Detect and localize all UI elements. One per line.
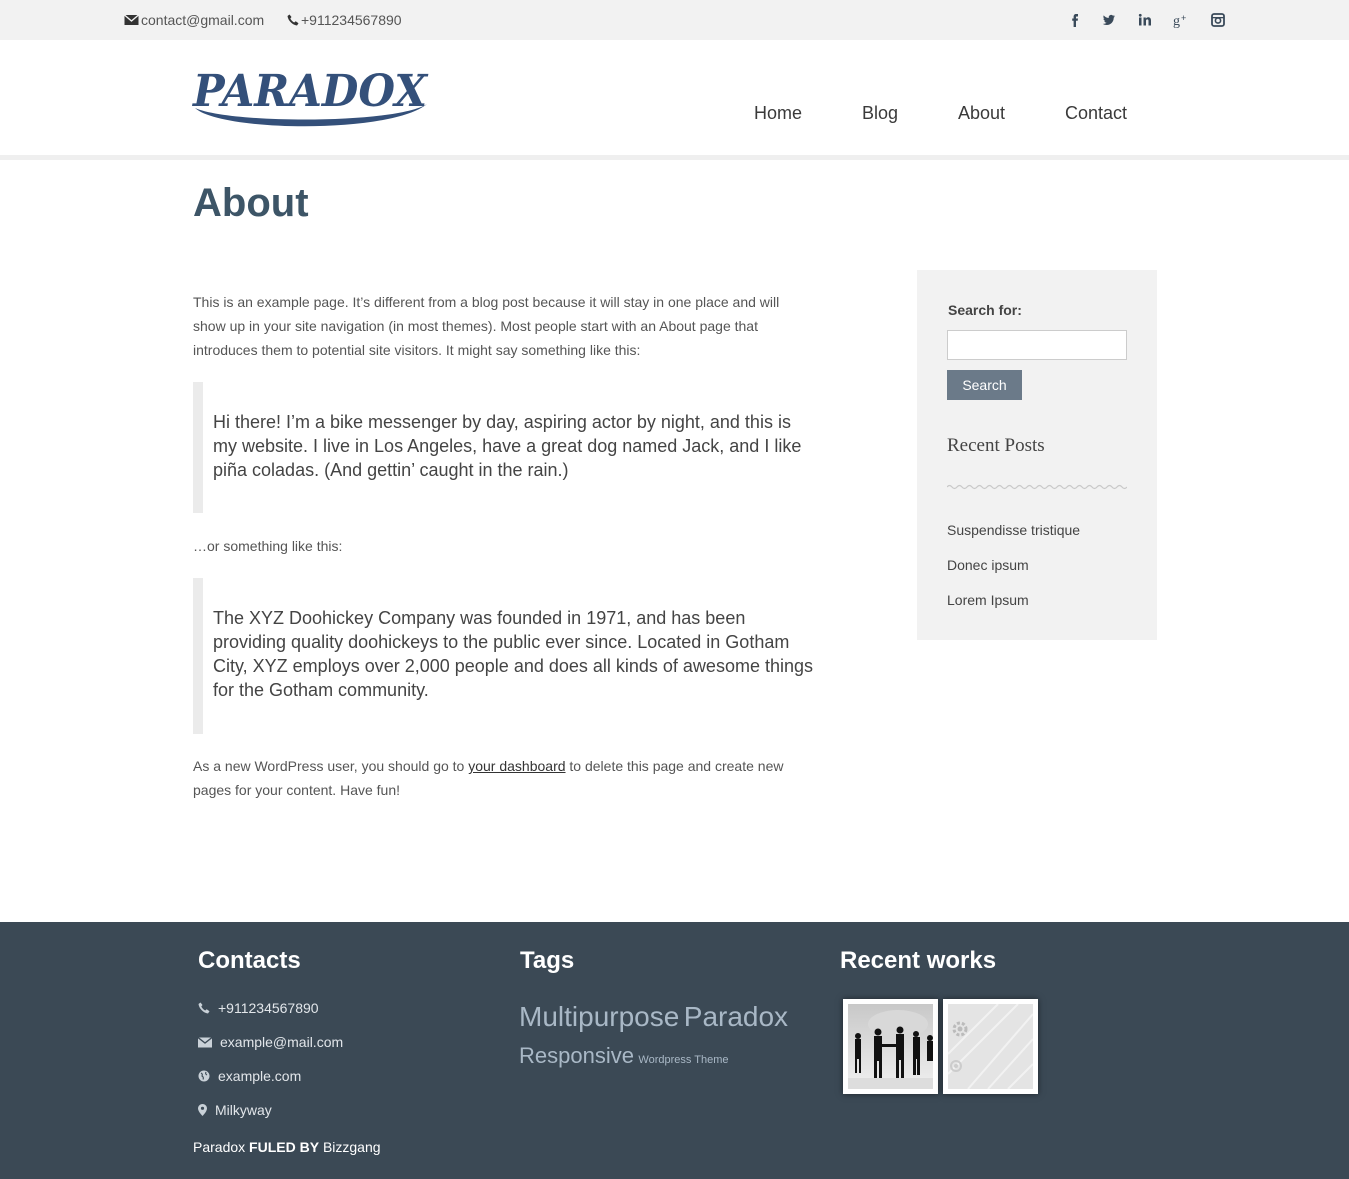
dashboard-link[interactable]: your dashboard [468, 758, 566, 774]
site-header [0, 40, 1349, 155]
topbar-email[interactable] [124, 12, 264, 28]
topbar-phone-text: +911234567890 [301, 12, 402, 28]
phone-icon [287, 14, 299, 26]
quote-company [193, 578, 813, 734]
outro-after: to delete this page and create new pages for your content. Have fun! [193, 758, 784, 798]
quote-1-text: Hi there! I’m a bike messenger by day, aspiring actor by night, and this is my website. I live in Los Angeles, have a great dog named Jack, and I like piña coladas. (And gettin’ caught in the rain.) [213, 412, 802, 480]
outro-before: As a new WordPress user, you should go to [193, 758, 469, 774]
facebook-icon[interactable] [1066, 11, 1084, 29]
search-button[interactable]: Search [947, 370, 1022, 400]
site-logo[interactable] [191, 64, 431, 132]
nav-blog[interactable]: Blog [862, 103, 899, 123]
envelope-icon [198, 1037, 212, 1048]
footer-email[interactable] [198, 1034, 343, 1050]
footer-works-title: Recent works [840, 947, 997, 974]
nav-contact[interactable]: Contact [1065, 103, 1128, 123]
recent-post-link[interactable]: Suspendisse tristique [947, 522, 1081, 538]
work-thumbnail[interactable] [843, 999, 938, 1094]
footer-phone [198, 1000, 319, 1016]
svg-text:+: + [1181, 13, 1187, 23]
recent-posts-title: Recent Posts [947, 435, 1045, 456]
copyright-brand: Paradox [193, 1139, 246, 1155]
recent-works-gallery [843, 999, 1043, 1094]
intro-paragraph: This is an example page. It’s different from a blog post because it will stay in one place and will show up in your site navigation (in most themes). Most people start with an About page that introduces them to potential site visitors. It might say something like this: [193, 294, 780, 358]
footer-contacts-title: Contacts [198, 947, 301, 974]
footer-website[interactable] [198, 1068, 301, 1084]
abstract-gears-image [948, 1004, 1033, 1089]
linkedin-icon[interactable] [1136, 11, 1154, 29]
nav-home[interactable]: Home [754, 103, 803, 123]
globe-icon [198, 1070, 210, 1082]
search-input[interactable] [947, 330, 1127, 360]
outro-paragraph [193, 754, 813, 802]
business-handshake-image [848, 1004, 933, 1089]
top-bar [0, 0, 1349, 40]
quote-2-text: The XYZ Doohickey Company was founded in 1971, and has been providing quality doohickeys to the public ever since. Located in Gotham City, XYZ employs over 2,000 people and does all kinds of awesome things for the Gotham community. [213, 608, 813, 700]
tag-link[interactable]: Wordpress Theme [638, 1054, 729, 1066]
copyright-fuled-by: FULED BY [249, 1139, 320, 1155]
footer-website-text: example.com [218, 1068, 302, 1084]
header-divider [0, 155, 1349, 160]
nav-about[interactable]: About [958, 103, 1006, 123]
search-label: Search for: [948, 302, 1022, 318]
page-title: About [193, 181, 309, 225]
tag-cloud [519, 1000, 819, 1077]
quote-bike-messenger [193, 382, 813, 513]
site-footer [0, 922, 1349, 1179]
copyright-author[interactable]: Bizzgang [322, 1139, 381, 1155]
footer-phone-text: +911234567890 [218, 1000, 319, 1016]
copyright [193, 1139, 381, 1155]
tag-link[interactable]: Paradox [683, 1001, 789, 1032]
svg-text:g: g [1173, 14, 1180, 29]
map-marker-icon [198, 1104, 207, 1116]
tag-link[interactable]: Responsive [519, 1043, 634, 1068]
footer-location-text: Milkyway [215, 1102, 272, 1118]
svg-text:PARADOX: PARADOX [191, 66, 429, 117]
recent-post-link[interactable]: Donec ipsum [947, 557, 1029, 573]
recent-post-link[interactable]: Lorem Ipsum [947, 592, 1029, 608]
instagram-icon[interactable] [1209, 11, 1227, 29]
footer-email-text: example@mail.com [220, 1034, 344, 1050]
paradox-logo-icon [191, 64, 431, 132]
sidebar [917, 270, 1157, 640]
envelope-icon [124, 14, 139, 26]
or-paragraph: …or something like this: [193, 538, 343, 554]
wavy-divider [947, 484, 1127, 490]
tag-link[interactable]: Multipurpose [519, 1001, 680, 1032]
google-plus-icon[interactable] [1172, 11, 1190, 29]
phone-icon [198, 1002, 210, 1014]
footer-tags-title: Tags [520, 947, 575, 974]
work-thumbnail[interactable] [943, 999, 1038, 1094]
topbar-phone[interactable] [287, 12, 402, 28]
twitter-icon[interactable] [1100, 11, 1118, 29]
footer-location [198, 1102, 272, 1118]
topbar-email-text: contact@gmail.com [141, 12, 265, 28]
